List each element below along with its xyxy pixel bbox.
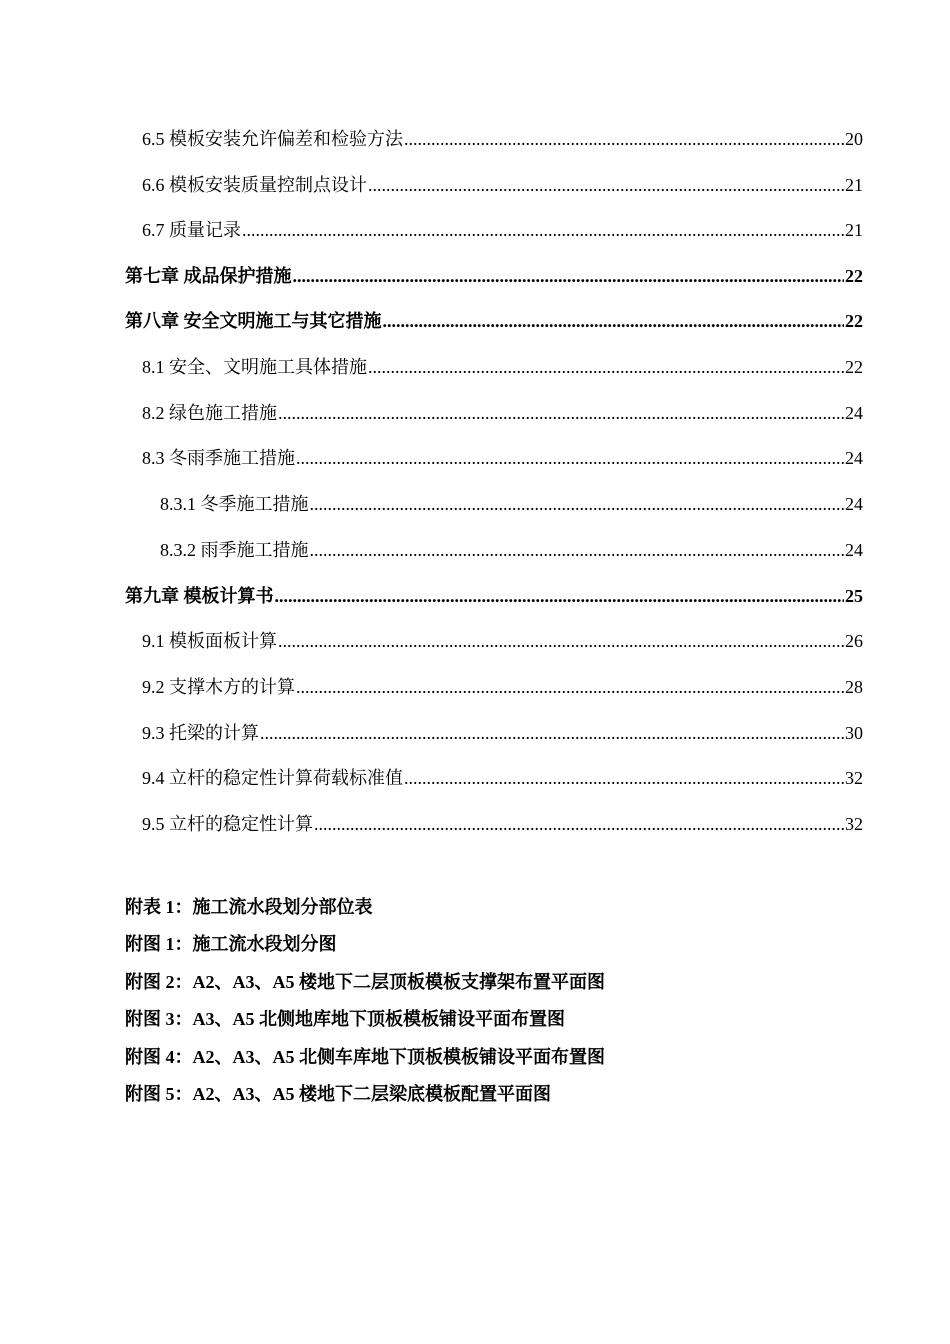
toc-entry-label: 第七章 成品保护措施 — [125, 266, 292, 286]
toc-leader-dots — [368, 170, 844, 200]
toc-entry-chapter-8[interactable] — [125, 306, 863, 336]
toc-page-number: 32 — [845, 768, 863, 788]
toc-leader-dots — [296, 672, 844, 702]
toc-entry-label: 第九章 模板计算书 — [125, 586, 274, 606]
toc-page-number: 24 — [845, 403, 863, 423]
toc-page-number: 25 — [845, 586, 863, 606]
appendix-figure-3: 附图 3：A3、A5 北侧地库地下顶板模板铺设平面布置图 — [125, 1009, 565, 1029]
toc-entry-label: 9.1 模板面板计算 — [142, 631, 277, 651]
toc-leader-dots — [404, 763, 844, 793]
toc-entry-8-3-1[interactable] — [160, 489, 863, 519]
toc-page-number: 21 — [845, 220, 863, 240]
toc-entry-label: 9.4 立杆的稳定性计算荷载标准值 — [142, 768, 403, 788]
toc-page-number: 24 — [845, 494, 863, 514]
toc-entry-label: 8.3 冬雨季施工措施 — [142, 448, 295, 468]
toc-entry-9-3[interactable] — [142, 718, 863, 748]
toc-leader-dots — [314, 809, 844, 839]
toc-page-number: 24 — [845, 448, 863, 468]
toc-leader-dots — [383, 306, 845, 336]
toc-page-number: 28 — [845, 677, 863, 697]
toc-page-number: 32 — [845, 814, 863, 834]
appendix-figure-4: 附图 4：A2、A3、A5 北侧车库地下顶板模板铺设平面布置图 — [125, 1047, 605, 1067]
appendix-figure-5: 附图 5：A2、A3、A5 楼地下二层梁底模板配置平面图 — [125, 1084, 551, 1104]
toc-entry-9-4[interactable] — [142, 763, 863, 793]
toc-entry-9-5[interactable] — [142, 809, 863, 839]
toc-entry-label: 8.3.2 雨季施工措施 — [160, 540, 309, 560]
toc-entry-label: 6.7 质量记录 — [142, 220, 241, 240]
toc-leader-dots — [242, 215, 844, 245]
toc-leader-dots — [296, 443, 844, 473]
toc-entry-chapter-9[interactable] — [125, 581, 863, 611]
toc-leader-dots — [293, 261, 845, 291]
toc-entry-label: 9.3 托梁的计算 — [142, 723, 259, 743]
toc-page-number: 22 — [845, 311, 863, 331]
toc-page-number: 26 — [845, 631, 863, 651]
toc-page-number: 30 — [845, 723, 863, 743]
toc-entry-label: 9.2 支撑木方的计算 — [142, 677, 295, 697]
toc-entry-chapter-7[interactable] — [125, 261, 863, 291]
toc-entry-9-2[interactable] — [142, 672, 863, 702]
toc-entry-6-7[interactable] — [142, 215, 863, 245]
toc-leader-dots — [404, 124, 844, 154]
toc-entry-9-1[interactable] — [142, 626, 863, 656]
toc-leader-dots — [278, 626, 844, 656]
toc-entry-label: 9.5 立杆的稳定性计算 — [142, 814, 313, 834]
toc-entry-label: 第八章 安全文明施工与其它措施 — [125, 311, 382, 331]
toc-leader-dots — [310, 535, 845, 565]
toc-page-number: 24 — [845, 540, 863, 560]
toc-leader-dots — [275, 581, 845, 611]
appendix-figure-1: 附图 1：施工流水段划分图 — [125, 934, 337, 954]
toc-page-number: 20 — [845, 129, 863, 149]
appendix-figure-2: 附图 2：A2、A3、A5 楼地下二层顶板模板支撑架布置平面图 — [125, 972, 605, 992]
toc-leader-dots — [260, 718, 844, 748]
toc-entry-6-5[interactable] — [142, 124, 863, 154]
toc-leader-dots — [278, 398, 844, 428]
toc-entry-label: 6.5 模板安装允许偏差和检验方法 — [142, 129, 403, 149]
toc-page-number: 21 — [845, 175, 863, 195]
toc-leader-dots — [368, 352, 844, 382]
toc-entry-label: 6.6 模板安装质量控制点设计 — [142, 175, 367, 195]
toc-entry-8-3[interactable] — [142, 443, 863, 473]
toc-entry-6-6[interactable] — [142, 170, 863, 200]
toc-page-number: 22 — [845, 266, 863, 286]
toc-entry-8-1[interactable] — [142, 352, 863, 382]
toc-entry-8-3-2[interactable] — [160, 535, 863, 565]
toc-page-number: 22 — [845, 357, 863, 377]
toc-entry-label: 8.3.1 冬季施工措施 — [160, 494, 309, 514]
toc-leader-dots — [310, 489, 845, 519]
appendix-table-1: 附表 1：施工流水段划分部位表 — [125, 897, 373, 917]
toc-entry-8-2[interactable] — [142, 398, 863, 428]
toc-entry-label: 8.1 安全、文明施工具体措施 — [142, 357, 367, 377]
toc-entry-label: 8.2 绿色施工措施 — [142, 403, 277, 423]
